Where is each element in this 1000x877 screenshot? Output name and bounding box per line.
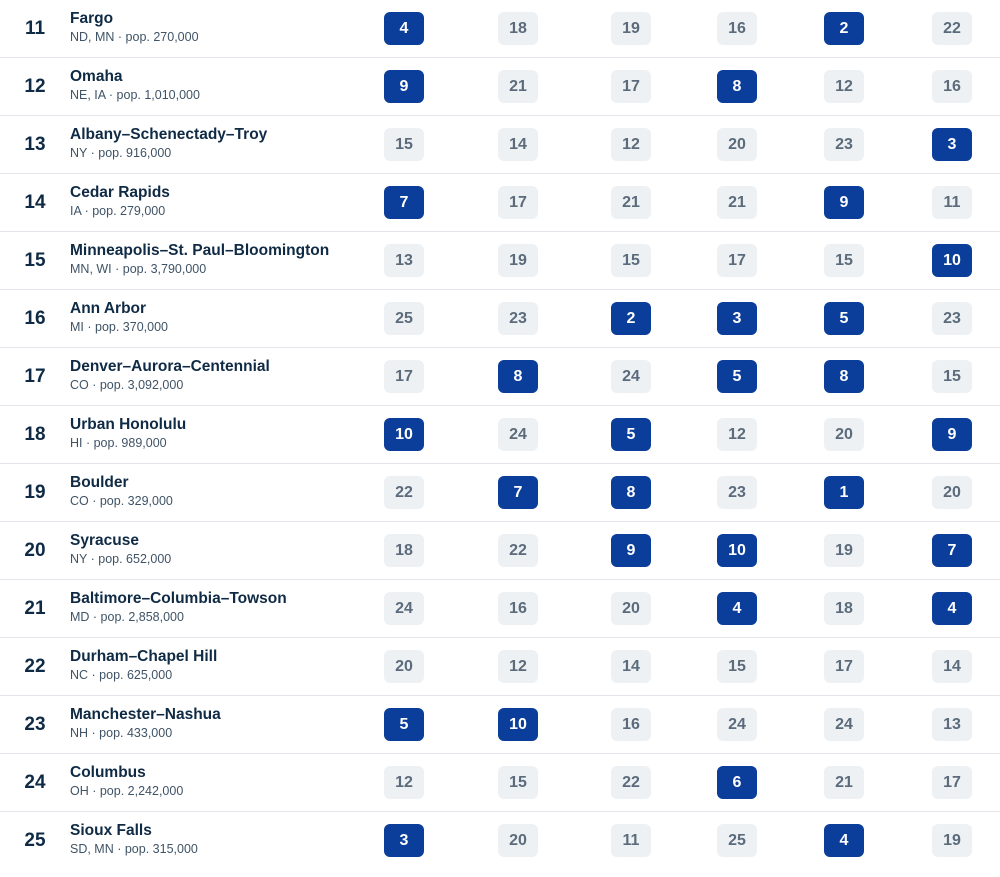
score-cell: 17 [498, 186, 538, 219]
city-details: CO · pop. 329,000 [70, 494, 173, 508]
score-cell: 23 [498, 302, 538, 335]
city-details: NC · pop. 625,000 [70, 668, 173, 682]
score-cell: 17 [824, 650, 864, 683]
score-cell: 14 [932, 650, 972, 683]
score-cell: 15 [824, 244, 864, 277]
rank-number: 14 [24, 192, 46, 213]
table-row[interactable] [0, 290, 1000, 348]
score-cell: 5 [611, 418, 651, 451]
city-info [70, 415, 370, 452]
city-name[interactable]: Durham–Chapel Hill [70, 648, 218, 665]
table-row[interactable] [0, 812, 1000, 869]
score-cell: 7 [384, 186, 424, 219]
score-cell: 1 [824, 476, 864, 509]
rank-number: 24 [24, 772, 46, 793]
score-cell: 12 [498, 650, 538, 683]
score-cell: 21 [717, 186, 757, 219]
table-row[interactable] [0, 580, 1000, 638]
score-cell: 3 [384, 824, 424, 857]
rank-number: 16 [24, 308, 46, 329]
rank-number: 15 [24, 250, 46, 271]
city-info [70, 473, 370, 510]
score-cell: 25 [717, 824, 757, 857]
city-name[interactable]: Manchester–Nashua [70, 706, 221, 723]
rank-number: 17 [24, 366, 46, 387]
score-cell: 22 [384, 476, 424, 509]
table-row[interactable] [0, 0, 1000, 58]
city-details: NH · pop. 433,000 [70, 726, 173, 740]
score-cell: 3 [717, 302, 757, 335]
score-cell: 17 [932, 766, 972, 799]
city-details: MN, WI · pop. 3,790,000 [70, 262, 207, 276]
score-cell: 16 [498, 592, 538, 625]
score-cell: 22 [611, 766, 651, 799]
score-cell: 3 [932, 128, 972, 161]
score-cell: 12 [824, 70, 864, 103]
score-cell: 15 [611, 244, 651, 277]
score-cell: 14 [498, 128, 538, 161]
city-info [70, 125, 370, 162]
table-row[interactable] [0, 638, 1000, 696]
city-name[interactable]: Syracuse [70, 532, 139, 549]
score-cell: 17 [384, 360, 424, 393]
city-details: MI · pop. 370,000 [70, 320, 168, 334]
score-cell: 19 [932, 824, 972, 857]
score-cell: 15 [932, 360, 972, 393]
score-cell: 2 [611, 302, 651, 335]
score-cell: 22 [498, 534, 538, 567]
rank-number: 23 [24, 714, 46, 735]
score-cell: 5 [717, 360, 757, 393]
score-cell: 24 [384, 592, 424, 625]
city-info [70, 821, 370, 858]
score-cell: 18 [498, 12, 538, 45]
score-cell: 7 [498, 476, 538, 509]
score-cell: 8 [717, 70, 757, 103]
city-info [70, 299, 370, 336]
rank-number: 11 [24, 18, 46, 39]
city-name[interactable]: Columbus [70, 764, 146, 781]
score-cell: 2 [824, 12, 864, 45]
score-cell: 23 [824, 128, 864, 161]
score-cell: 18 [824, 592, 864, 625]
score-cell: 10 [932, 244, 972, 277]
city-details: NY · pop. 916,000 [70, 146, 172, 160]
table-row[interactable] [0, 348, 1000, 406]
score-cell: 9 [932, 418, 972, 451]
rank-number: 18 [24, 424, 46, 445]
score-cell: 8 [824, 360, 864, 393]
score-cell: 14 [611, 650, 651, 683]
score-cell: 15 [384, 128, 424, 161]
score-cell: 12 [717, 418, 757, 451]
score-cell: 20 [932, 476, 972, 509]
city-details: ND, MN · pop. 270,000 [70, 30, 199, 44]
city-name[interactable]: Cedar Rapids [70, 184, 170, 201]
city-info [70, 9, 370, 46]
city-details: HI · pop. 989,000 [70, 436, 167, 450]
score-cell: 4 [824, 824, 864, 857]
rank-number: 20 [24, 540, 46, 561]
city-info [70, 531, 370, 568]
table-row[interactable] [0, 406, 1000, 464]
score-cell: 5 [384, 708, 424, 741]
score-cell: 13 [932, 708, 972, 741]
score-cell: 4 [717, 592, 757, 625]
table-row[interactable] [0, 754, 1000, 812]
city-name[interactable]: Sioux Falls [70, 822, 152, 839]
table-row[interactable] [0, 174, 1000, 232]
rank-number: 19 [24, 482, 46, 503]
score-cell: 10 [384, 418, 424, 451]
score-cell: 18 [384, 534, 424, 567]
table-row[interactable] [0, 116, 1000, 174]
score-cell: 15 [717, 650, 757, 683]
city-details: SD, MN · pop. 315,000 [70, 842, 198, 856]
city-name[interactable]: Ann Arbor [70, 300, 147, 317]
city-details: IA · pop. 279,000 [70, 204, 166, 218]
city-info [70, 763, 370, 800]
score-cell: 16 [717, 12, 757, 45]
rank-number: 13 [24, 134, 46, 155]
score-cell: 8 [498, 360, 538, 393]
score-cell: 20 [384, 650, 424, 683]
score-cell: 24 [824, 708, 864, 741]
rank-number: 21 [24, 598, 46, 619]
city-info [70, 67, 370, 104]
city-name[interactable]: Boulder [70, 474, 129, 491]
score-cell: 20 [498, 824, 538, 857]
city-info [70, 589, 370, 626]
score-cell: 8 [611, 476, 651, 509]
score-cell: 11 [932, 186, 972, 219]
score-cell: 12 [611, 128, 651, 161]
city-info [70, 705, 370, 742]
score-cell: 24 [717, 708, 757, 741]
score-cell: 11 [611, 824, 651, 857]
score-cell: 24 [611, 360, 651, 393]
table-row[interactable] [0, 696, 1000, 754]
score-cell: 21 [611, 186, 651, 219]
table-row[interactable] [0, 522, 1000, 580]
score-cell: 9 [384, 70, 424, 103]
city-name[interactable]: Baltimore–Columbia–Towson [70, 590, 287, 607]
city-details: MD · pop. 2,858,000 [70, 610, 184, 624]
city-details: NY · pop. 652,000 [70, 552, 172, 566]
score-cell: 23 [717, 476, 757, 509]
score-cell: 19 [824, 534, 864, 567]
score-cell: 20 [824, 418, 864, 451]
table-row[interactable] [0, 464, 1000, 522]
score-cell: 4 [932, 592, 972, 625]
city-info [70, 183, 370, 220]
score-cell: 17 [717, 244, 757, 277]
city-name[interactable]: Urban Honolulu [70, 416, 187, 433]
score-cell: 22 [932, 12, 972, 45]
score-cell: 16 [611, 708, 651, 741]
score-cell: 10 [498, 708, 538, 741]
score-cell: 12 [384, 766, 424, 799]
table-row[interactable] [0, 232, 1000, 290]
score-cell: 17 [611, 70, 651, 103]
score-cell: 5 [824, 302, 864, 335]
city-name[interactable]: Omaha [70, 68, 123, 85]
city-details: OH · pop. 2,242,000 [70, 784, 184, 798]
city-info [70, 357, 370, 394]
city-details: NE, IA · pop. 1,010,000 [70, 88, 200, 102]
score-cell: 9 [824, 186, 864, 219]
rank-number: 25 [24, 830, 46, 851]
city-name[interactable]: Albany–Schenectady–Troy [70, 126, 268, 143]
score-cell: 16 [932, 70, 972, 103]
city-info [70, 647, 370, 684]
score-cell: 9 [611, 534, 651, 567]
table-row[interactable] [0, 58, 1000, 116]
score-cell: 10 [717, 534, 757, 567]
city-name[interactable]: Fargo [70, 10, 114, 27]
score-cell: 21 [498, 70, 538, 103]
score-cell: 19 [498, 244, 538, 277]
score-cell: 7 [932, 534, 972, 567]
score-cell: 20 [717, 128, 757, 161]
score-cell: 23 [932, 302, 972, 335]
score-cell: 6 [717, 766, 757, 799]
score-cell: 25 [384, 302, 424, 335]
rank-number: 22 [24, 656, 46, 677]
city-info [70, 241, 370, 278]
score-cell: 24 [498, 418, 538, 451]
city-details: CO · pop. 3,092,000 [70, 378, 184, 392]
city-name[interactable]: Minneapolis–St. Paul–Bloomington [70, 242, 330, 259]
rank-number: 12 [24, 76, 46, 97]
score-cell: 20 [611, 592, 651, 625]
score-cell: 19 [611, 12, 651, 45]
score-cell: 4 [384, 12, 424, 45]
score-cell: 21 [824, 766, 864, 799]
city-name[interactable]: Denver–Aurora–Centennial [70, 358, 270, 375]
score-cell: 15 [498, 766, 538, 799]
score-cell: 13 [384, 244, 424, 277]
